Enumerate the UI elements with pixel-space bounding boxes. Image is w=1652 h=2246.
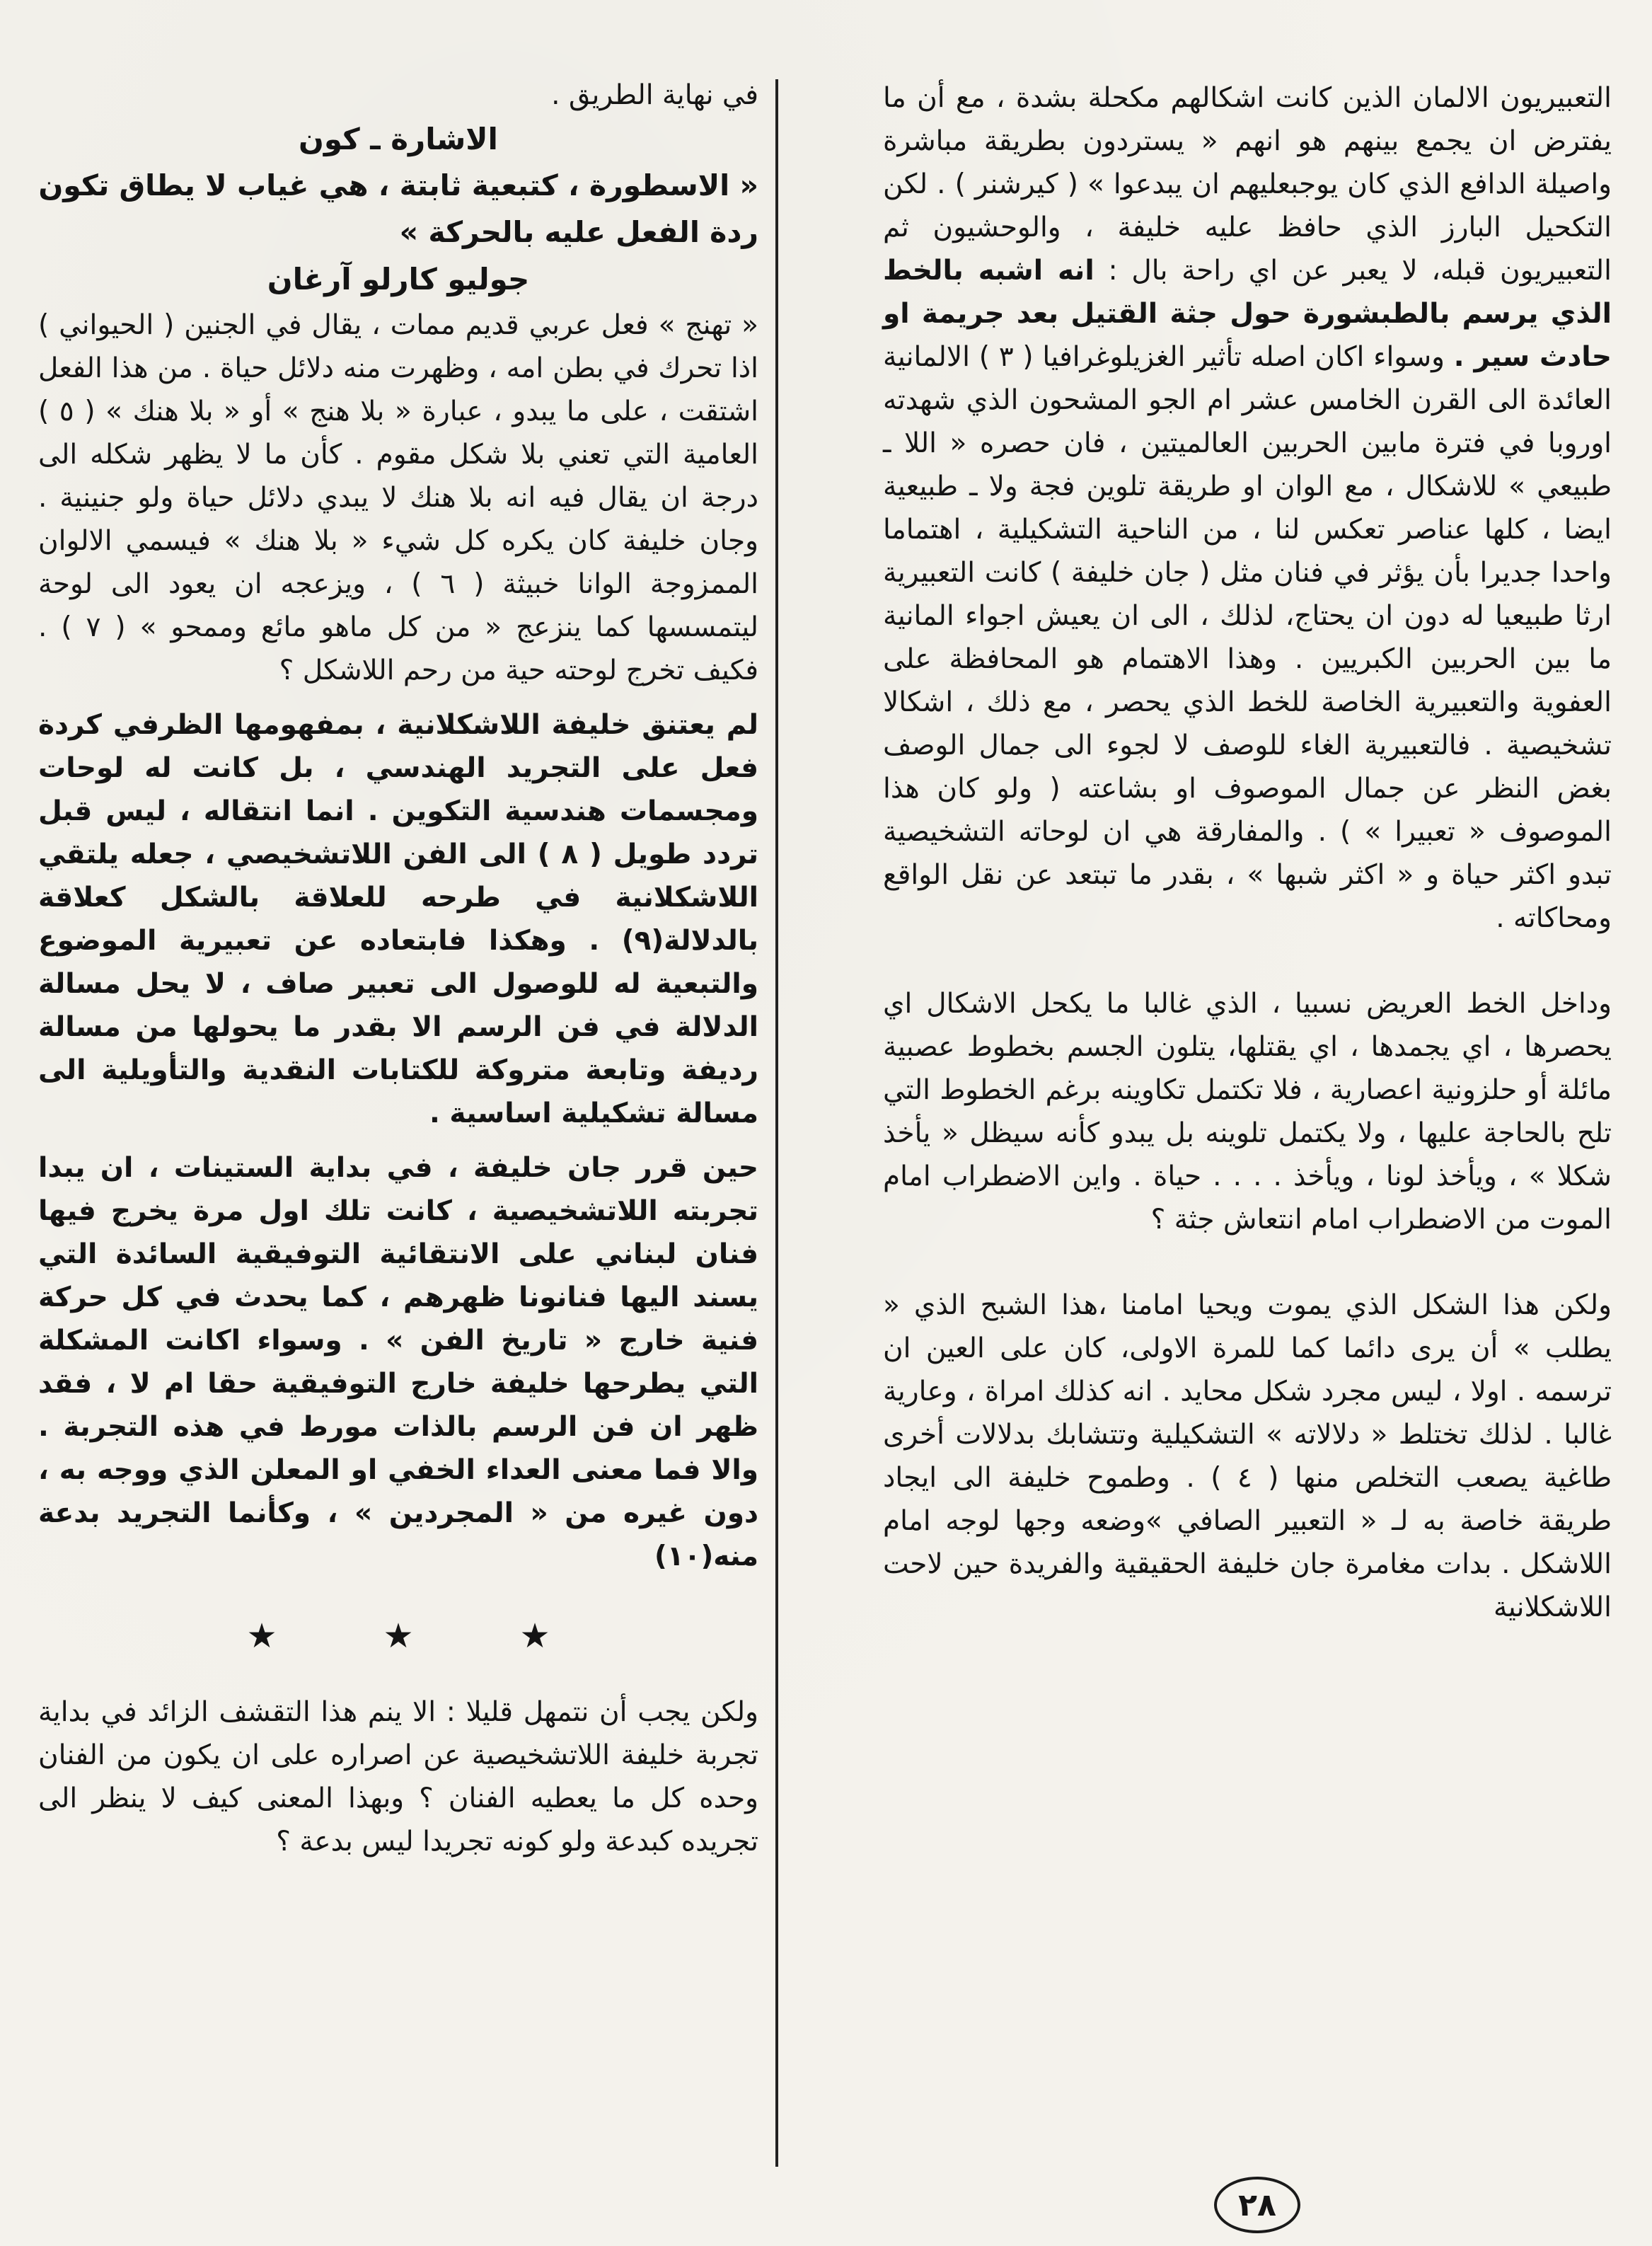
- left-text-column: [38, 74, 758, 1863]
- section-break-stars: [38, 1615, 758, 1658]
- epigraph-quote: « الاسطورة ، كتبعية ثابتة ، هي غياب لا يطاق تكون ردة الفعل عليه بالحركة »: [38, 168, 758, 249]
- paragraph: حين قرر جان خليفة ، في بداية الستينات ، ان يبدا تجربته اللاتشخيصية ، كانت تلك اول مرة يخرج فيها فنان لبناني على الانتقائية التوفيقية السائدة التي يسند اليها فنانونا ظهرهم ، كما يحدث في كل حركة فنية خارج « تاريخ الفن » . وسواء اكانت المشكلة التي يطرحها خليفة خارج التوفيقية حقا ام لا ، فقد ظهر ان فن الرسم بالذات مورط في هذه التجربة . والا فما معنى العداء الخفي او المعلن الذي ووجه به ، دون غيره من « المجردين » ، وكأنما التجريد بدعة منه(١٠): [38, 1152, 758, 1572]
- page-number: [1214, 2177, 1300, 2233]
- paragraph: [883, 76, 1612, 940]
- paragraph: « تهنج » فعل عربي قديم ممات ، يقال في الجنين ( الحيواني ) اذا تحرك في بطن امه ، وظهرت منه دلائل حياة . من هذا الفعل اشتقت ، على ما يبدو ، عبارة « بلا هنج » أو « بلا هنك » ( ٥ ) العامية التي تعني بلا شكل مقوم . كأن ما لا يظهر شكله الى درجة ان يقال فيه انه بلا هنك لا يبدي دلائل حياة ولو جنينية . وجان خليفة كان يكره كل شيء « بلا هنك » فيسمي الالوان الممزوجة الوانا خبيثة ( ٦ ) ، ويزعجه ان يعود الى لوحة ليتمسسها كما ينزعج « من كل ماهو مائع وممحو » ( ٧ ) . فكيف تخرج لوحته حية من رحم اللاشكل ؟: [38, 309, 759, 686]
- right-text-column: [883, 76, 1612, 1629]
- paragraph-text: وسواء اكان اصله تأثير الغزيلوغرافيا ( ٣ ) الالمانية العائدة الى القرن الخامس عشر ام الجو المشحون الذي شهدته اوروبا في فترة مابين الحربين العالميتين ، فان حصره « اللا ـ طبيعي » للاشكال ، مع الوان او طريقة تلوين فجة ولا ـ طبيعية ايضا ، كلها عناصر تعكس لنا ، من الناحية التشكيلية ، اهتماما واحدا جديرا بأن يؤثر في فنان مثل ( جان خليفة ) كانت التعبيرية ارثا طبيعيا له دون ان يحتاج، لذلك ، الى ان يعيش اجواء المانية ما بين الحربين الكبريين . وهذا الاهتمام هو المحافظة على العفوية والتعبيرية الخاصة للخط الذي يحصر ، مع ذلك ، اشكالا تشخيصية . فالتعبيرية الغاء للوصف لا لجوء الى جمال الوصف بغض النظر عن جمال الموصوف او بشاعته ( ولو كان هذا الموصوف « تعبيرا » ) . والمفارقة هي ان لوحاته التشخيصية تبدو اكثر حياة و « اكثر شبها » ، بقدر ما تبتعد عن نقل الواقع ومحاكاته .: [883, 341, 1612, 934]
- intro-line: في نهاية الطريق .: [551, 79, 758, 111]
- paragraph: لم يعتنق خليفة اللاشكلانية ، بمفهومها الظرفي كردة فعل على التجريد الهندسي ، بل كانت له لوحات ومجسمات هندسية التكوين . انما انتقاله ، ليس قبل تردد طويل ( ٨ ) الى الفن اللاتشخيصي ، جعله يلتقي اللاشكلانية في طرحه للعلاقة بالشكل كعلاقة بالدلالة(٩) . وهكذا فابتعاده عن تعبيرية الموضوع والتبعية له للوصول الى تعبير صاف ، لا يحل مسالة الدلالة في فن الرسم الا بقدر ما يحولها من مسالة رديفة وتابعة متروكة للكتابات النقدية والتأويلية الى مسالة تشكيلية اساسية .: [38, 709, 758, 1129]
- paragraph: وداخل الخط العريض نسبيا ، الذي غالبا ما يكحل الاشكال اي يحصرها ، اي يجمدها ، اي يقتلها، يتلون الجسم بخطوط عصبية مائلة أو حلزونية اعصارية ، فلا تكتمل تكاوينه برغم الخطوط التي تلح بالحاجة عليها ، ولا يكتمل تلوينه بل يبدو كأنه سيظل « يأخذ شكلا » ، ويأخذ لونا ، ويأخذ . . . . حياة . واين الاضطراب امام الموت من الاضطراب امام انتعاش جثة ؟: [883, 988, 1612, 1236]
- page-number-text: ٢٨: [1238, 2187, 1276, 2223]
- star-icon: ★: [383, 1616, 414, 1656]
- paragraph: ولكن يجب أن نتمهل قليلا : الا ينم هذا التقشف الزائد في بداية تجربة خليفة اللاتشخيصية عن اصراره على ان يكون من الفنان وحده كل ما يعطيه الفنان ؟ وبهذا المعنى كيف لا ينظر الى تجريده كبدعة ولو كونه تجريدا ليس بدعة ؟: [38, 1696, 758, 1858]
- paragraph: ولكن هذا الشكل الذي يموت ويحيا امامنا ،هذا الشبح الذي « يطلب » أن يرى دائما كما للمرة الاولى، كان على العين ان ترسمه . اولا ، ليس مجرد شكل محايد . انه كذلك امراة ، وعارية غالبا . لذلك تختلط « دلالاته » التشكيلية وتتشابك بدلالات أخرى طاغية يصعب التخلص منها ( ٤ ) . وطموح خليفة الى ايجاد طريقة خاصة به لـ « التعبير الصافي »وضعه وجها لوجه امام اللاشكل . بدات مغامرة جان خليفة الحقيقية والفريدة حين لاحت اللاشكلانية: [883, 1289, 1612, 1623]
- section-heading: الاشارة ـ كون: [299, 122, 498, 156]
- column-divider: [775, 79, 778, 2167]
- paragraph-text: التعبيريون الالمان الذين كانت اشكالهم مكحلة بشدة ، مع أن ما يفترض ان يجمع بينهم هو انهم « يستردون بطريقة مباشرة واصيلة الدافع الذي كان يوجبعليهم ان يبدعوا » ( كيرشنر ) . لكن التكحيل البارز الذي حافظ عليه خليفة ، والوحشيون ثم التعبيريون قبله، لا يعبر عن اي راحة بال :: [883, 82, 1612, 287]
- star-icon: ★: [246, 1616, 277, 1656]
- epigraph-author: جوليو كارلو آرغان: [267, 262, 530, 296]
- emphasized-text: انه اشبه بالخط الذي يرسم بالطبشورة حول جثة القتيل بعد جريمة او حادث سير .: [883, 255, 1612, 373]
- star-icon: ★: [519, 1616, 550, 1656]
